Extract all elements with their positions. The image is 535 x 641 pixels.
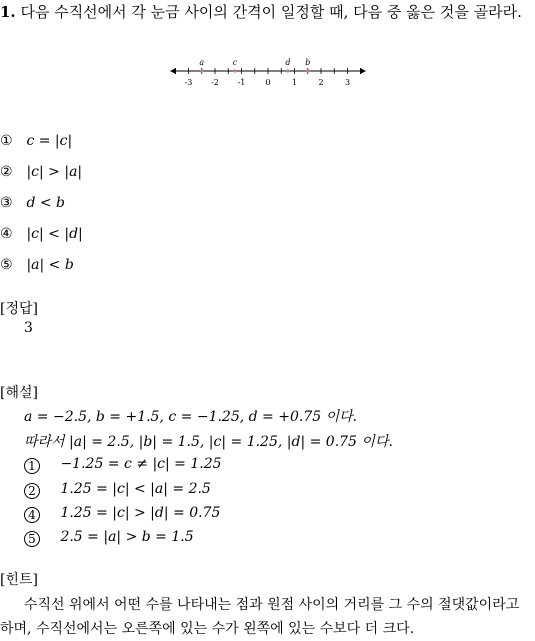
solution-item-expression: −1.25 = c ≠ |c| = 1.25 <box>60 456 222 472</box>
option-expression: |c| > |a| <box>26 164 83 180</box>
hint-text: 수직선 위에서 어떤 수를 나타내는 점과 원점 사이의 거리를 그 수의 절댓값이라고 하며, 수직선에서는 오른쪽에 있는 수가 왼쪽에 있는 수보다 더 크다. <box>0 597 520 637</box>
solution-item-number: 1 <box>24 458 40 474</box>
point-label: c <box>232 58 238 67</box>
solution-line-2: 따라서 |a| = 2.5, |b| = 1.5, |c| = 1.25, |d| = 0.75 이다. <box>24 434 393 450</box>
hint-label: [힌트] <box>0 572 38 588</box>
question-text: 다음 수직선에서 각 눈금 사이의 간격이 일정할 때, 다음 중 옳은 것을 골라라. <box>20 3 522 21</box>
tick-label: 3 <box>344 78 351 87</box>
solution-item-3 <box>24 505 220 523</box>
solution-item-number: 2 <box>24 483 40 499</box>
tick-label: 0 <box>265 78 271 87</box>
option-number: ② <box>0 164 13 180</box>
solution-label: [해설] <box>0 385 38 401</box>
tick-label: -2 <box>211 78 219 87</box>
answer-label: [정답] <box>0 301 38 317</box>
solution-item-2 <box>24 481 211 499</box>
option-5 <box>0 256 74 274</box>
option-2 <box>0 163 82 181</box>
solution-item-number: 5 <box>24 531 40 547</box>
option-1 <box>0 132 72 150</box>
tick-label: 2 <box>318 78 324 87</box>
option-expression: d < b <box>26 195 66 211</box>
tick-label: -3 <box>184 78 193 87</box>
tick-label: -1 <box>237 78 246 87</box>
question-number: 1. <box>0 3 16 21</box>
number-line <box>168 55 368 91</box>
option-4 <box>0 225 83 243</box>
option-expression: |c| < |d| <box>26 226 83 242</box>
point-marker <box>233 69 236 72</box>
option-number: ① <box>0 133 13 149</box>
option-number: ④ <box>0 226 13 242</box>
solution-item-number: 4 <box>24 507 40 523</box>
option-number: ⑤ <box>0 257 13 273</box>
point-marker <box>200 69 203 72</box>
point-label: d <box>285 58 291 67</box>
point-marker <box>286 69 289 72</box>
option-number: ③ <box>0 195 13 211</box>
question <box>0 2 530 22</box>
solution-item-expression: 1.25 = |c| > |d| = 0.75 <box>60 505 221 521</box>
option-expression: |a| < b <box>26 257 74 273</box>
solution-item-1 <box>24 456 222 474</box>
option-expression: c = |c| <box>26 133 73 149</box>
solution-item-expression: 2.5 = |a| > b = 1.5 <box>60 529 194 545</box>
tick-label: 1 <box>291 78 298 87</box>
solution-line-1: a = −2.5, b = +1.5, c = −1.25, d = +0.75 이다. <box>24 409 358 425</box>
point-label: b <box>305 58 311 67</box>
point-marker <box>306 69 309 72</box>
answer-value: 3 <box>24 320 33 336</box>
solution-item-4 <box>24 529 194 547</box>
option-3 <box>0 194 65 212</box>
point-label: a <box>199 58 205 67</box>
solution-item-expression: 1.25 = |c| < |a| = 2.5 <box>60 481 211 497</box>
